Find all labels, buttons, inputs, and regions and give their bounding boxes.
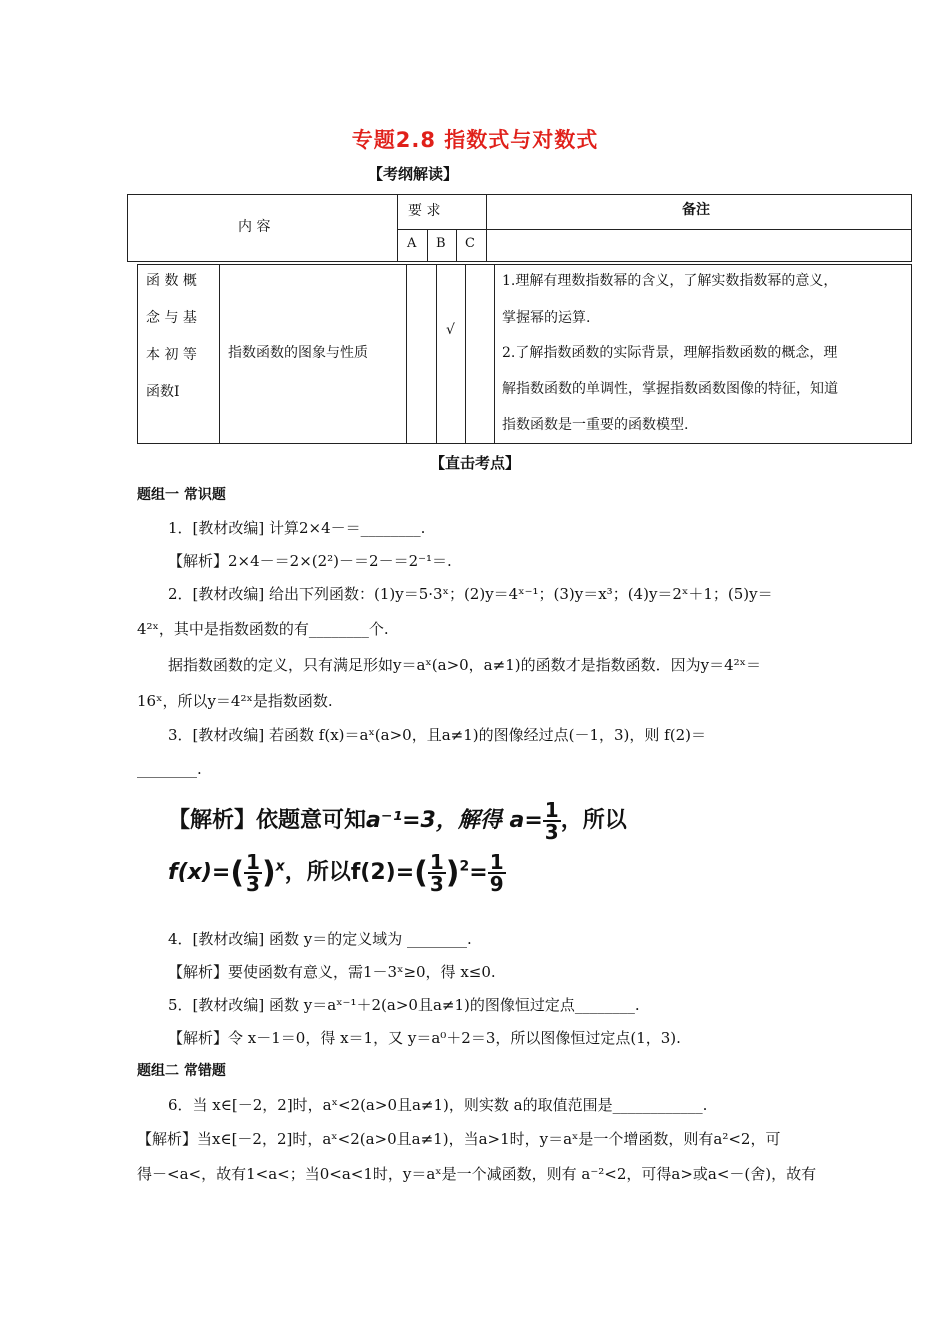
answer-1: 【解析】2×4－＝2×(2²)－＝2－＝2⁻¹＝. [168,552,452,570]
answer-3-line-1: 【解析】依题意可知a⁻¹=3，解得 a= $\frac{1}{3}$ ，所以 [168,798,627,844]
question-6: 6．当 x∈[－2，2]时，aˣ<2(a>0且a≠1)，则实数 a的取值范围是____________. [168,1096,708,1114]
question-5: 5．[教材改编] 函数 y＝aˣ⁻¹＋2(a>0且a≠1)的图像恒过定点________. [168,996,640,1014]
row-topic: 指数函数的图象与性质 [228,345,368,361]
answer-5: 【解析】令 x－1＝0，得 x＝1，又 y＝a⁰＋2＝3，所以图像恒过定点(1，3). [168,1029,681,1047]
table-header-note: 备注 [682,202,710,218]
row-note-line: 指数函数是一重要的函数模型. [502,417,689,433]
table-header-requirement: 要 求 [408,203,441,219]
row-category-line: 本 初 等 [146,347,197,363]
row-category-line: 函数Ⅰ [146,384,180,400]
question-3-line-1: 3．[教材改编] 若函数 f(x)＝aˣ(a>0，且a≠1)的图像经过点(－1，3)，则 f(2)＝ [168,726,706,744]
page-title: 专题2.8 指数式与对数式 [351,128,599,152]
row-note-line: 掌握幂的运算. [502,310,591,326]
answer-3-line-2: f(x)=( $\frac{1}{3}$ )$^x$，所以f(2)=( $\frac{1}{3}$ )$^2$= $\frac{1}{9}$ [168,850,504,896]
answer-6-line-1: 【解析】当x∈[－2，2]时，aˣ<2(a>0且a≠1)，当a>1时，y＝aˣ是一个增函数，则有a²<2，可 [137,1130,781,1148]
section-heading-syllabus: 【考纲解读】 [368,165,459,183]
table-header-content: 内 容 [238,219,271,235]
question-2-line-2: 4²ˣ，其中是指数函数的有________个. [137,620,389,638]
row-category-line: 念 与 基 [146,310,197,326]
question-3-line-2: ________. [137,760,202,778]
level-a: A [407,236,417,251]
row-note-line: 2.了解指数函数的实际背景，理解指数函数的概念，理 [502,345,838,361]
question-1: 1．[教材改编] 计算2×4－＝________. [168,519,426,537]
row-note-line: 解指数函数的单调性，掌握指数函数图像的特征，知道 [502,381,838,397]
question-4: 4．[教材改编] 函数 y＝的定义域为 ________. [168,930,472,948]
level-c: C [465,236,475,251]
level-b: B [436,236,446,251]
row-category-line: 函 数 概 [146,273,197,289]
answer-4: 【解析】要使函数有意义，需1－3ˣ≥0，得 x≤0. [168,963,496,981]
check-mark: √ [446,322,455,338]
group-heading-2: 题组二 常错题 [137,1063,226,1079]
answer-2-line-2: 16ˣ，所以y＝4²ˣ是指数函数. [137,692,333,710]
group-heading-1: 题组一 常识题 [137,487,226,503]
question-2-line-1: 2．[教材改编] 给出下列函数：(1)y＝5·3ˣ；(2)y＝4ˣ⁻¹；(3)y＝x³；(4)y＝2ˣ＋1；(5)y＝ [168,585,773,603]
row-note-line: 1.理解有理数指数幂的含义，了解实数指数幂的意义， [502,273,838,289]
answer-2-line-1: 据指数函数的定义，只有满足形如y＝aˣ(a>0，a≠1)的函数才是指数函数．因为y＝4²ˣ＝ [168,656,761,674]
answer-6-line-2: 得－<a<，故有1<a<；当0<a<1时，y＝aˣ是一个减函数，则有 a⁻²<2，可得a>或a<－(舍)，故有 [137,1165,817,1183]
section-heading-points: 【直击考点】 [429,454,520,472]
